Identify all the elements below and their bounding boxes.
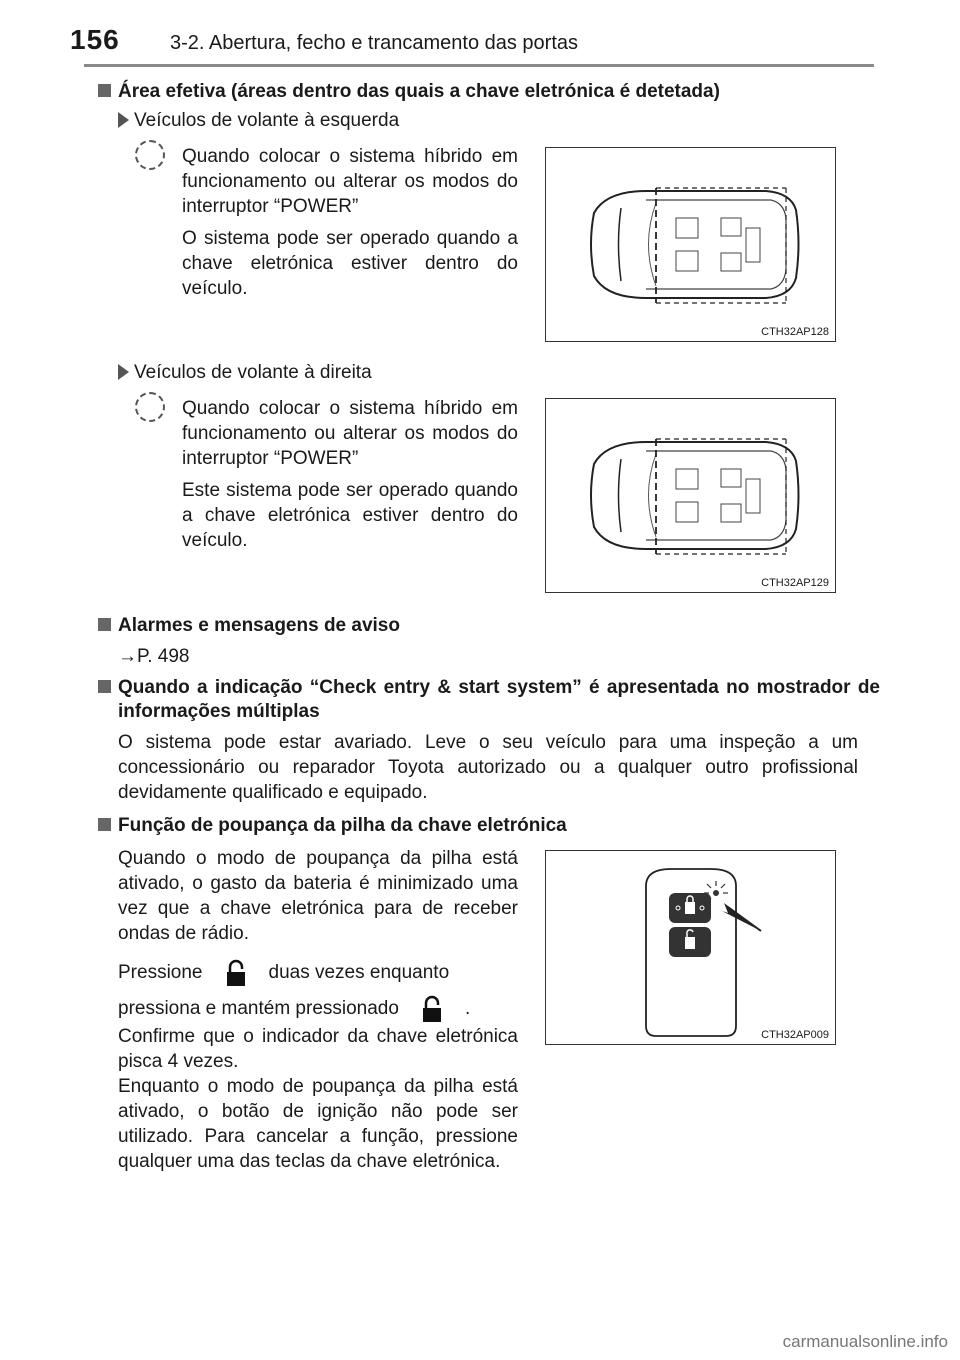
battery-press-line-2: pressiona e mantém pressionado . [118, 994, 518, 1024]
battery-heading: Função de poupança da pilha da chave eletrónica [98, 814, 878, 838]
figure-code: CTH32AP009 [761, 1029, 829, 1041]
page-number: 156 [70, 24, 120, 55]
car-topview-icon [546, 148, 835, 341]
battery-press-line-1: Pressione duas vezes enquanto [118, 958, 518, 988]
alarms-heading: Alarmes e mensagens de aviso [98, 614, 878, 638]
square-bullet-icon [98, 618, 111, 631]
battery-text-3: Confirme que o indicador da chave eletrónica pisca 4 vezes. [118, 1026, 518, 1072]
left-drive-text-1: Quando colocar o sistema híbrido em funcionamento ou alterar os modos do interruptor “POWER” [182, 146, 518, 217]
header-rule [84, 64, 874, 67]
triangle-bullet-icon [118, 112, 129, 128]
figure-code: CTH32AP128 [761, 326, 829, 338]
square-bullet-icon [98, 84, 111, 97]
watermark: carmanualsonline.info [782, 1332, 948, 1351]
left-drive-label: Veículos de volante à esquerda [118, 110, 399, 132]
right-drive-text-2: Este sistema pode ser operado quando a chave eletrónica estiver dentro do veículo. [182, 480, 518, 551]
lock-icon [225, 958, 247, 988]
car-topview-icon [546, 399, 835, 592]
dashed-area-icon [135, 140, 165, 170]
battery-text-4: Enquanto o modo de poupança da pilha está ativado, o botão de ignição não pode ser utilizado. Para cancelar a função, pressione qualquer uma das teclas da chave eletrónica. [118, 1076, 518, 1172]
car-diagram-left [545, 147, 836, 342]
left-drive-text-2: O sistema pode ser operado quando a chave eletrónica estiver dentro do veículo. [182, 228, 518, 299]
area-heading: Área efetiva (áreas dentro das quais a chave eletrónica é detetada) [98, 80, 878, 104]
lock-icon [421, 994, 443, 1024]
battery-text-1: Quando o modo de poupança da pilha está ativado, o gasto da bateria é minimizado uma vez que a chave eletrónica para de receber ondas de rádio. [118, 848, 518, 944]
right-drive-label: Veículos de volante à direita [118, 362, 372, 384]
key-fob-diagram [545, 850, 836, 1045]
square-bullet-icon [98, 818, 111, 831]
check-heading: Quando a indicação “Check entry & start system” é apresentada no mostrador de informações múltiplas [98, 676, 880, 724]
alarms-page-ref[interactable]: →P. 498 [118, 646, 190, 667]
right-drive-text-1: Quando colocar o sistema híbrido em funcionamento ou alterar os modos do interruptor “POWER” [182, 398, 518, 469]
key-fob-icon [546, 851, 835, 1044]
dashed-area-icon [135, 392, 165, 422]
figure-code: CTH32AP129 [761, 577, 829, 589]
triangle-bullet-icon [118, 364, 129, 380]
section-title: 3-2. Abertura, fecho e trancamento das portas [170, 32, 579, 54]
check-body: O sistema pode estar avariado. Leve o seu veículo para uma inspeção a um concessionário ou reparador Toyota autorizado ou a qualquer outro profissional devidamente qualificado e equipado. [118, 732, 858, 803]
car-diagram-right [545, 398, 836, 593]
square-bullet-icon [98, 680, 111, 693]
